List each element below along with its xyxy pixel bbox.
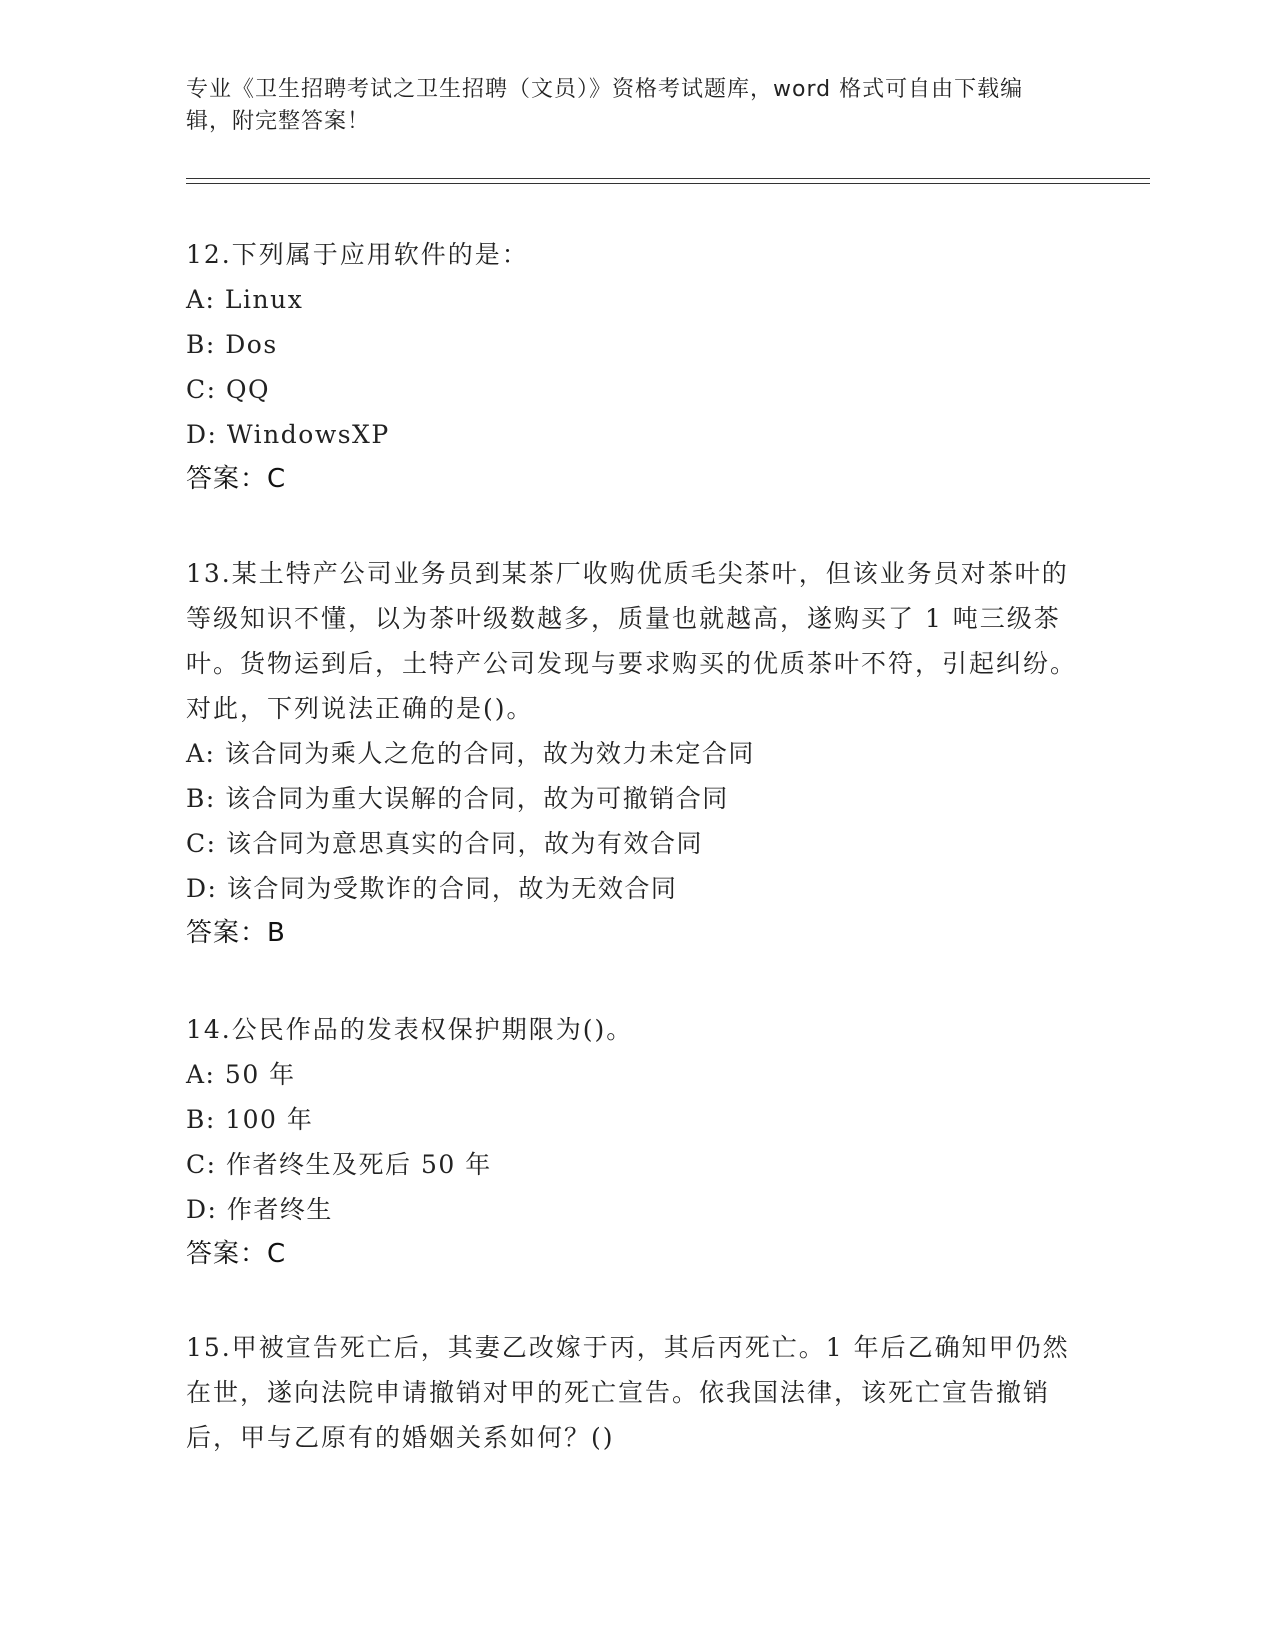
- option-d: D: 该合同为受欺诈的合同，故为无效合同: [186, 874, 678, 903]
- option-a: A: 50 年: [186, 1060, 296, 1089]
- option-a: A: Linux: [186, 285, 304, 314]
- option-b: B: 100 年: [186, 1105, 314, 1134]
- question-12: [186, 232, 1086, 502]
- option-b: B: 该合同为重大误解的合同，故为可撤销合同: [186, 784, 729, 813]
- option-b: B: Dos: [186, 330, 278, 359]
- question-15: [186, 1325, 1086, 1460]
- question-stem: 12.下列属于应用软件的是：: [186, 240, 529, 269]
- option-d: D: WindowsXP: [186, 420, 390, 449]
- question-stem: 15.甲被宣告死亡后，其妻乙改嫁于丙，其后丙死亡。1 年后乙确知甲仍然在世，遂向法院申请撤销对甲的死亡宣告。依我国法律，该死亡宣告撤销后，甲与乙原有的婚姻关系如何？(): [186, 1333, 1070, 1452]
- question-stem: 13.某土特产公司业务员到某茶厂收购优质毛尖茶叶，但该业务员对茶叶的等级知识不懂，以为茶叶级数越多，质量也就越高，遂购买了 1 吨三级茶叶。货物运到后，土特产公司发现与要求购买的优质茶叶不符，引起纠纷。对此，下列说法正确的是()。: [186, 559, 1078, 723]
- question-stem: 14.公民作品的发表权保护期限为()。: [186, 1015, 634, 1044]
- option-c: C: QQ: [186, 375, 270, 404]
- option-c: C: 该合同为意思真实的合同，故为有效合同: [186, 829, 703, 858]
- option-a: A: 该合同为乘人之危的合同，故为效力未定合同: [186, 739, 755, 768]
- header-divider-top: [186, 178, 1150, 179]
- header-divider-bottom: [186, 183, 1150, 184]
- question-13: [186, 551, 1086, 956]
- answer-line: 答案：C: [186, 464, 287, 494]
- answer-line: 答案：B: [186, 918, 286, 948]
- option-d: D: 作者终生: [186, 1195, 333, 1224]
- answer-line: 答案：C: [186, 1239, 287, 1269]
- option-c: C: 作者终生及死后 50 年: [186, 1150, 492, 1179]
- document-intro: 专业《卫生招聘考试之卫生招聘（文员）》资格考试题库，word 格式可自由下载编辑，附完整答案！: [186, 77, 1024, 134]
- question-14: [186, 1007, 1086, 1277]
